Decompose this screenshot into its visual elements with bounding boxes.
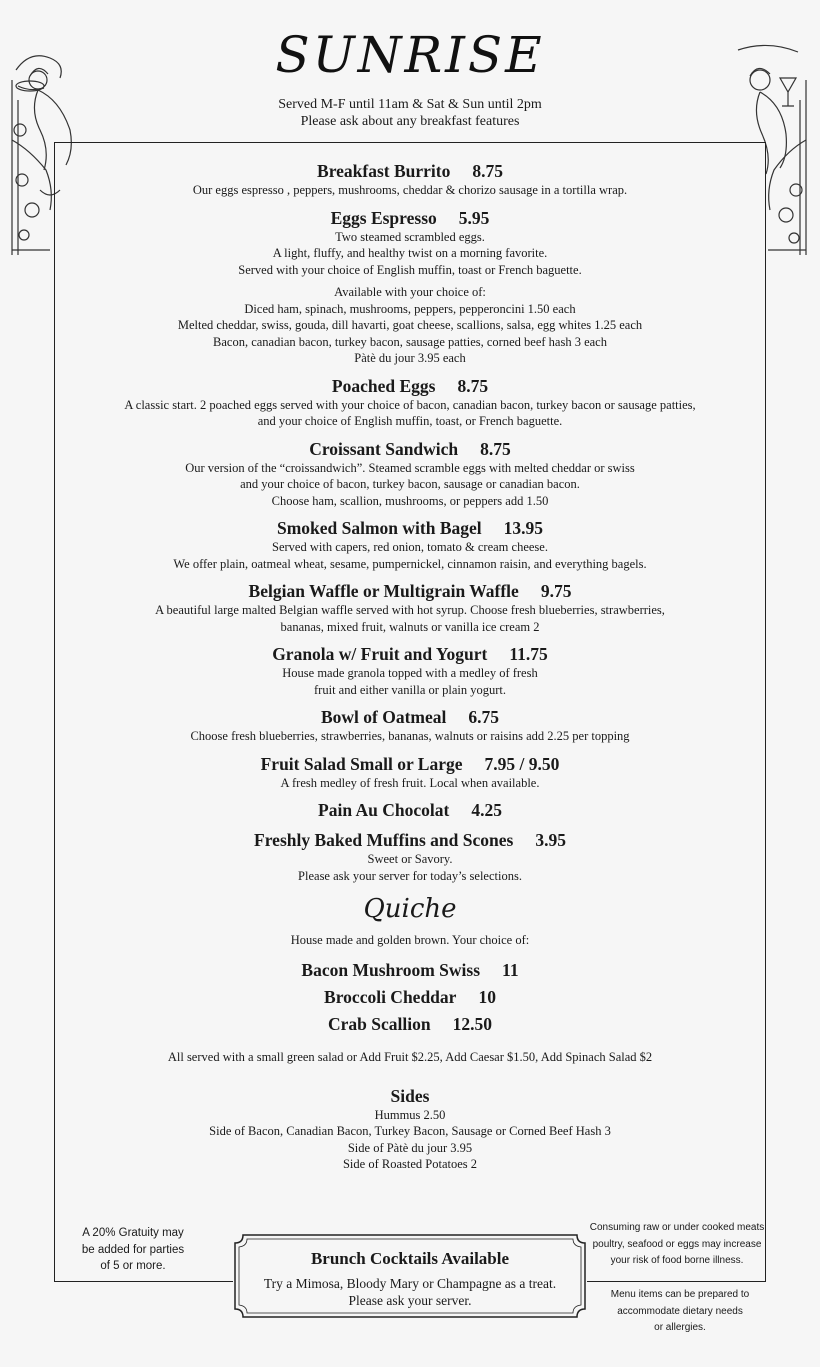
sides-heading: Sides (390, 1085, 430, 1106)
menu-item-price: 8.75 (480, 438, 511, 459)
dietary-line: or allergies. (654, 1322, 706, 1333)
menu-item-name: Bowl of Oatmeal (320, 707, 447, 727)
menu-item-title (54, 160, 766, 182)
dietary-line: accommodate dietary needs (617, 1305, 743, 1317)
menu-item-title (54, 643, 766, 665)
menu-item (54, 160, 766, 199)
menu-item-price: 4.25 (471, 800, 502, 820)
cocktails-heading: Brunch Cocktails Available (310, 1249, 510, 1268)
menu-content (54, 160, 766, 1173)
menu-item-description: Served with your choice of English muffin, toast or French baguette. (238, 262, 582, 277)
menu-item-name: Granola w/ Fruit and Yogurt (272, 644, 488, 664)
food-safety-warning (582, 1220, 772, 1270)
menu-item (54, 580, 766, 635)
menu-item-description: and your choice of bacon, turkey bacon, sausage or canadian bacon. (240, 477, 580, 491)
side-item: Side of Bacon, Canadian Bacon, Turkey Bacon, Sausage or Corned Beef Hash 3 (209, 1124, 611, 1138)
menu-item (54, 438, 766, 510)
consume-line: poultry, seafood or eggs may increase (592, 1238, 762, 1250)
quiche-option (54, 959, 766, 981)
menu-item-description: House made granola topped with a medley of fresh (282, 666, 538, 680)
menu-item (54, 829, 766, 884)
menu-item-price: 6.75 (468, 707, 500, 727)
quiche-option (54, 1013, 766, 1035)
quiche-option-price: 11 (502, 959, 519, 980)
quiche-option (54, 986, 766, 1008)
features-note: Please ask about any breakfast features (300, 114, 520, 129)
quiche-option-name: Broccoli Cheddar (324, 986, 457, 1007)
menu-item-description: A beautiful large malted Belgian waffle served with hot syrup. Choose fresh blueberries, strawberries, (155, 603, 665, 617)
side-item: Side of Pàtè du jour 3.95 (347, 1140, 473, 1155)
menu-item (54, 706, 766, 745)
menu-item-description: Our eggs espresso , peppers, mushrooms, cheddar & chorizo sausage in a tortilla wrap. (192, 183, 628, 197)
menu-item-description: Choose ham, scallion, mushrooms, or peppers add 1.50 (271, 493, 549, 508)
menu-item-title (54, 580, 766, 602)
menu-item-title (54, 753, 766, 775)
menu-item-description: A classic start. 2 poached eggs served with your choice of bacon, canadian bacon, turkey bacon or sausage patties, (124, 397, 696, 412)
menu-item (54, 643, 766, 698)
menu-item-price: 8.75 (457, 375, 489, 396)
menu-item-price: 9.75 (540, 581, 572, 601)
quiche-intro: House made and golden brown. Your choice of: (290, 933, 530, 947)
served-with-note: All served with a small green salad or Add Fruit $2.25, Add Caesar $1.50, Add Spinach Salad $2 (167, 1049, 653, 1064)
consume-line: Consuming raw or under cooked meats (589, 1222, 765, 1233)
menu-item-description: and your choice of English muffin, toast, or French baguette. (257, 414, 563, 428)
gratuity-note (58, 1225, 208, 1275)
quiche-option-price: 10 (478, 986, 496, 1007)
quiche-option-name: Bacon Mushroom Swiss (301, 959, 481, 980)
side-item: Hummus 2.50 (374, 1107, 446, 1122)
consume-line: your risk of food borne illness. (610, 1255, 744, 1266)
menu-item-title (54, 799, 766, 821)
menu-item-description: Two steamed scrambled eggs. (335, 229, 485, 244)
menu-item-name: Fruit Salad Small or Large (260, 753, 463, 774)
gratuity-line: A 20% Gratuity may (82, 1227, 184, 1239)
menu-title: SUNRISE (275, 26, 545, 84)
menu-item-title (54, 207, 766, 229)
menu-item-price: 7.95 / 9.50 (484, 753, 560, 774)
menu-item-title (54, 829, 766, 851)
add-on-option: Diced ham, spinach, mushrooms, peppers, pepperoncini 1.50 each (244, 301, 576, 316)
cocktails-line: Please ask your server. (348, 1293, 472, 1308)
menu-item-description: Our version of the “croissandwich”. Steamed scramble eggs with melted cheddar or swiss (185, 460, 635, 475)
menu-item-description: Sweet or Savory. (367, 852, 453, 866)
add-on-option: Bacon, canadian bacon, turkey bacon, sausage patties, corned beef hash 3 each (213, 334, 607, 349)
menu-item-price: 3.95 (535, 830, 566, 850)
menu-item-description: A fresh medley of fresh fruit. Local when available. (280, 775, 540, 790)
menu-item-price: 13.95 (503, 518, 544, 538)
menu-item-description: bananas, mixed fruit, walnuts or vanilla ice cream 2 (280, 619, 540, 634)
add-on-option: Pàtè du jour 3.95 each (354, 351, 466, 365)
menu-item-description: fruit and either vanilla or plain yogurt. (314, 682, 506, 697)
menu-item-description: A light, fluffy, and healthy twist on a morning favorite. (272, 246, 548, 260)
menu-item-title (54, 517, 766, 539)
menu-item-name: Croissant Sandwich (309, 438, 459, 459)
quiche-heading: Quiche (363, 894, 457, 924)
menu-item-price: 11.75 (509, 644, 548, 664)
dietary-line: Menu items can be prepared to (610, 1289, 750, 1300)
menu-item-description: Served with capers, red onion, tomato & cream cheese. (272, 540, 548, 554)
menu-item-name: Eggs Espresso (330, 207, 437, 228)
quiche-option-name: Crab Scallion (328, 1013, 431, 1034)
sides-list (54, 1107, 766, 1173)
menu-item (54, 375, 766, 430)
menu-subtitle (0, 96, 820, 130)
gratuity-line: be added for parties (81, 1243, 185, 1256)
menu-item-description: Choose fresh blueberries, strawberries, bananas, walnuts or raisins add 2.25 per topping (190, 729, 630, 743)
menu-item-name: Freshly Baked Muffins and Scones (254, 830, 514, 850)
menu-item-name: Pain Au Chocolat (318, 800, 450, 820)
menu-item (54, 207, 766, 367)
menu-item-title (54, 438, 766, 460)
menu-item-description: We offer plain, oatmeal wheat, sesame, pumpernickel, cinnamon raisin, and everything bagels. (173, 556, 647, 571)
menu-item (54, 799, 766, 821)
brunch-cocktails-panel (233, 1233, 587, 1319)
gratuity-line: of 5 or more. (100, 1260, 166, 1272)
quiche-options-list (54, 959, 766, 1035)
menu-item-price: 8.75 (472, 161, 503, 181)
menu-item-title (54, 375, 766, 397)
add-on-option: Melted cheddar, swiss, gouda, dill havarti, goat cheese, scallions, salsa, egg whites 1.25 each (177, 318, 643, 332)
menu-item (54, 753, 766, 792)
service-hours: Served M-F until 11am & Sat & Sun until 2pm (278, 97, 542, 112)
menu-item-name: Poached Eggs (331, 375, 436, 396)
menu-item-name: Breakfast Burrito (317, 161, 451, 181)
menu-item (54, 517, 766, 572)
side-item: Side of Roasted Potatoes 2 (342, 1157, 477, 1171)
add-on-option: Available with your choice of: (334, 285, 486, 299)
cocktails-line: Try a Mimosa, Bloody Mary or Champagne as a treat. (263, 1276, 557, 1291)
menu-items-list (54, 160, 766, 884)
dietary-note (590, 1287, 770, 1337)
quiche-option-price: 12.50 (452, 1013, 492, 1034)
menu-item-price: 5.95 (458, 207, 490, 228)
menu-item-name: Smoked Salmon with Bagel (276, 518, 482, 538)
menu-item-name: Belgian Waffle or Multigrain Waffle (248, 581, 519, 601)
menu-item-title (54, 706, 766, 728)
menu-item-description: Please ask your server for today’s selections. (298, 868, 522, 883)
